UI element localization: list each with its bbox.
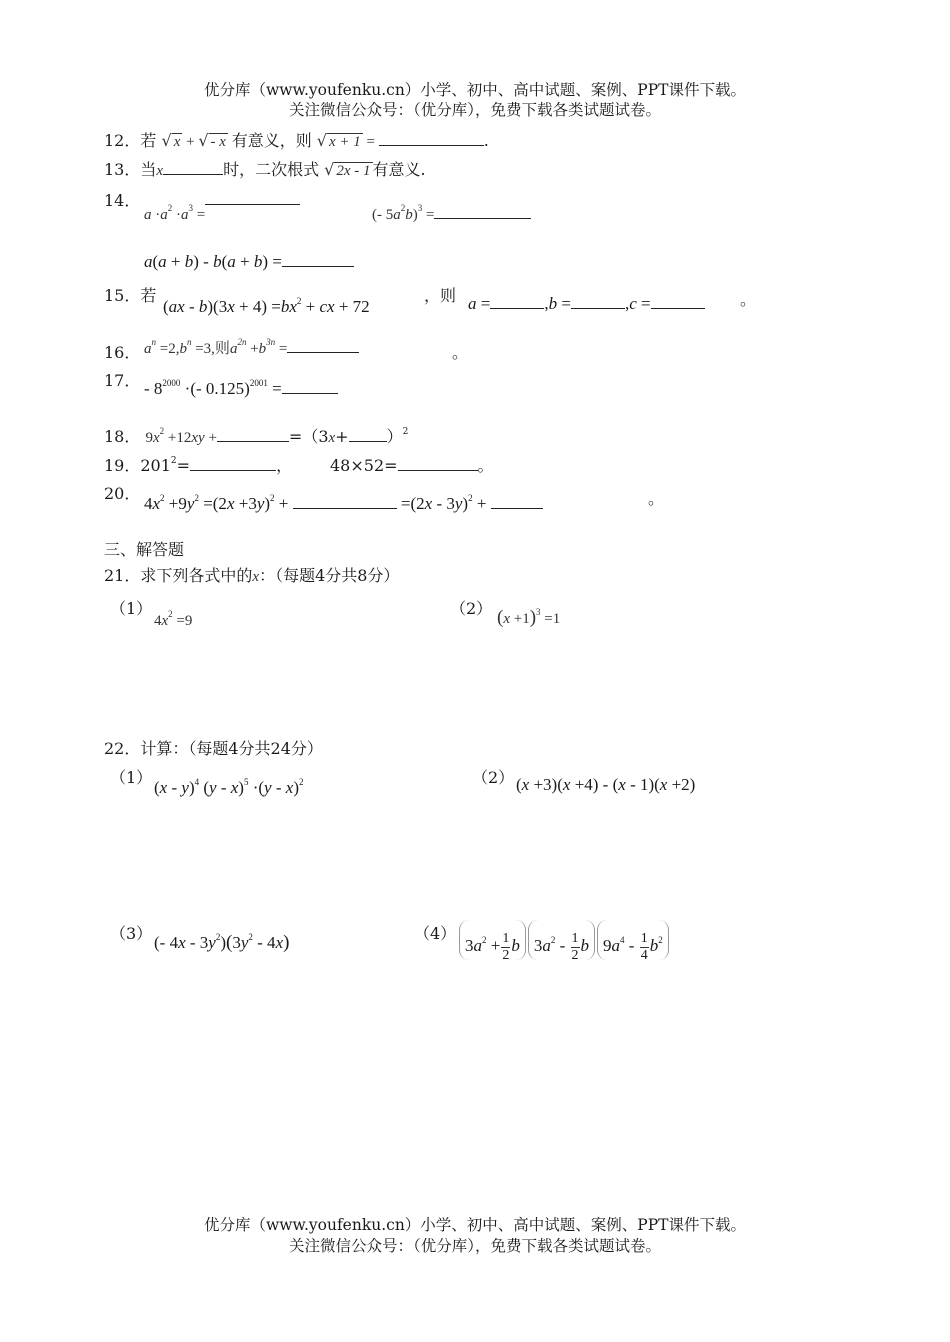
answer-blank[interactable] bbox=[287, 338, 359, 353]
question-20-number: 20． bbox=[104, 484, 141, 503]
math-expression: a = ,b = ,c = bbox=[468, 294, 705, 314]
answer-blank[interactable] bbox=[490, 294, 544, 309]
part-label: （4） bbox=[414, 924, 457, 943]
answer-blank[interactable] bbox=[282, 252, 354, 267]
answer-blank[interactable] bbox=[651, 294, 705, 309]
question-14-number: 14． bbox=[104, 191, 141, 210]
answer-blank[interactable] bbox=[434, 204, 531, 219]
question-number: 22． bbox=[104, 739, 141, 758]
math-expression: - $8^{2000}$ ·(- 0.125)$^{2001}$ = bbox=[144, 378, 338, 399]
part-label: （3） bbox=[110, 924, 153, 943]
question-19-part-b: 48×52= 。 bbox=[330, 456, 494, 475]
part-label: （1） bbox=[110, 599, 153, 618]
math-expression: $9x^2 +12xy$ + bbox=[145, 426, 217, 446]
math-expression: √ x + 1 = bbox=[316, 131, 375, 150]
question-16-end: 。 bbox=[452, 343, 469, 362]
answer-blank[interactable] bbox=[205, 204, 300, 205]
question-number: 15． bbox=[104, 286, 141, 305]
part-label: （1） bbox=[110, 768, 153, 787]
math-expression: $4x^2 =9$ bbox=[154, 609, 193, 629]
answer-blank[interactable] bbox=[398, 456, 478, 471]
question-21-title: 21．求下列各式中的x：（每题4分共8分） bbox=[104, 566, 400, 585]
header-line-2: 关注微信公众号：（优分库），免费下载各类试题试卷。 bbox=[288, 101, 661, 119]
math-expression: √ x + √ - x bbox=[161, 131, 226, 150]
question-22-title: 22．计算：（每题4分共24分） bbox=[104, 739, 323, 758]
question-number: 21． bbox=[104, 566, 141, 585]
math-expression: $(ax - b)(3x + 4) =bx^2$ + cx + 72 bbox=[163, 296, 370, 316]
footer-line-2: 关注微信公众号：（优分库），免费下载各类试题试卷。 bbox=[288, 1237, 661, 1255]
answer-blank[interactable] bbox=[491, 494, 543, 509]
section-title: 三、解答题 bbox=[104, 540, 185, 559]
math-expression: $(x +1)^3 =1$ bbox=[497, 607, 561, 628]
math-expression: $3a^2$ + $\frac{1}{2}$ b $3a^2$ - $\frac{1}{2}$ b $9a^4$ - $\frac{1}{4}$ $b^2$ bbox=[458, 920, 670, 960]
math-expression: (x +3)(x +4) - (x - 1)(x +2) bbox=[516, 775, 696, 794]
answer-blank[interactable] bbox=[571, 294, 625, 309]
math-expression: (- $4x - 3y^2)(3y^2 - 4x)$ bbox=[154, 932, 290, 953]
answer-blank[interactable] bbox=[163, 160, 223, 175]
math-expression: √ 2x - 1 bbox=[324, 160, 371, 179]
answer-blank[interactable] bbox=[217, 427, 289, 442]
question-20-end: 。 bbox=[648, 489, 665, 508]
question-number: 12． bbox=[104, 131, 141, 150]
answer-blank[interactable] bbox=[282, 379, 338, 394]
answer-blank[interactable] bbox=[379, 131, 484, 146]
question-12: 12．若 √ x + √ - x 有意义，则 √ x + 1 = . bbox=[104, 131, 489, 150]
math-expression: $a \cdot a^2 \cdot a^3$ = bbox=[144, 203, 300, 224]
math-expression: (- $5a^2b)^3$ = bbox=[372, 203, 531, 224]
question-17-number: 17． bbox=[104, 371, 141, 390]
question-15-then: ，则 bbox=[424, 286, 457, 305]
question-18: 18． $9x^2 +12xy + =(3x+ )^2$ bbox=[104, 426, 409, 446]
question-15: 15．若 bbox=[104, 286, 157, 305]
answer-blank[interactable] bbox=[349, 427, 387, 442]
question-15-end: 。 bbox=[740, 290, 757, 309]
question-13: 13．当x 时，二次根式 √ 2x - 1 有意义. bbox=[104, 160, 426, 179]
answer-blank[interactable] bbox=[190, 456, 276, 471]
math-expression: a(a + b) - b(a + b) = bbox=[144, 252, 354, 272]
question-number: 19． bbox=[104, 456, 141, 475]
math-expression: $4x^2 +9y^2 =(2x +3y)^2 + =(2x - 3y)^2$ + bbox=[144, 493, 543, 514]
question-number: 13． bbox=[104, 160, 141, 179]
part-label: （2） bbox=[450, 599, 493, 618]
math-expression: (x - y)$^4$ (y - x)$^5$ ·(y - x)$^2$ bbox=[154, 777, 304, 797]
answer-blank[interactable] bbox=[293, 494, 397, 509]
header-line-1: 优分库（www.youfenku.cn）小学、初中、高中试题、案例、PPT课件下载。 bbox=[203, 81, 747, 99]
math-expression: $a^n =2,b^n =3$,则$a^{2n} +b^{3n}$ = bbox=[144, 337, 359, 358]
footer-line-1: 优分库（www.youfenku.cn）小学、初中、高中试题、案例、PPT课件下载。 bbox=[203, 1216, 747, 1234]
question-number: 18． bbox=[104, 427, 141, 446]
question-19: 19．$201^2=$ ， bbox=[104, 456, 293, 475]
question-16-number: 16． bbox=[104, 343, 141, 362]
part-label: （2） bbox=[472, 768, 515, 787]
